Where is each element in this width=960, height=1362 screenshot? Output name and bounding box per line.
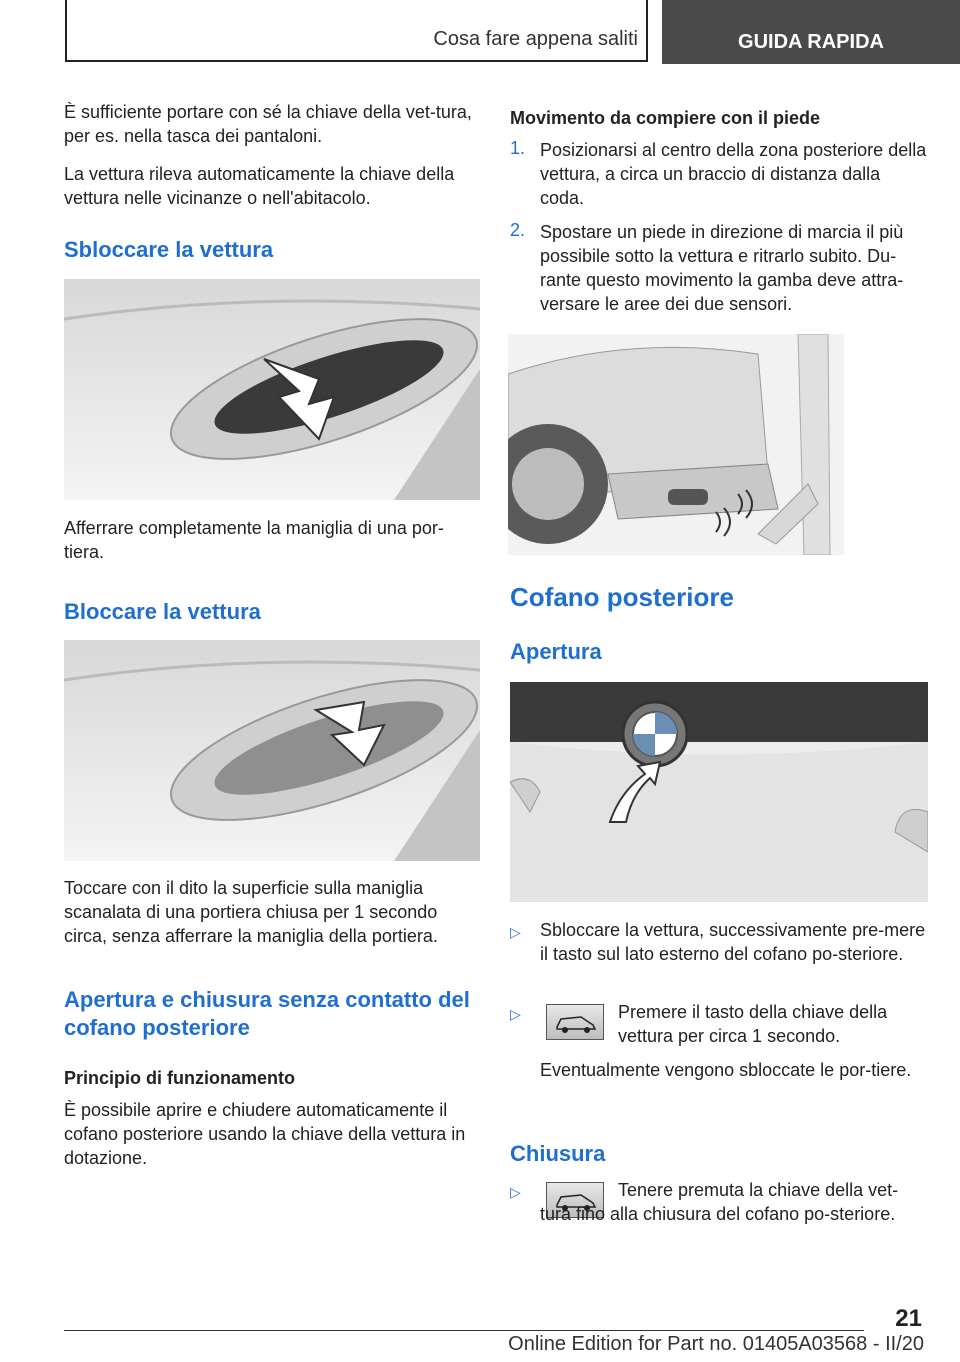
step-item-1 [510,138,928,210]
footer-divider [64,1330,864,1331]
opening-note: Eventualmente vengono sbloccate le por-tiere. [540,1060,912,1080]
lock-heading: Bloccare la vettura [64,599,261,624]
lock-instruction: Toccare con il dito la superficie sulla maniglia scanalata di una portiera chiusa per 1 secondo circa, senza afferrare la maniglia della portiera. [64,878,438,946]
principle-paragraph: È possibile aprire e chiudere automaticamente il cofano posteriore usando la chiave della vettura in dotazione. [64,1100,466,1168]
bullet-triangle-icon: ▷ [510,924,521,940]
unlock-heading: Sbloccare la vettura [64,237,274,262]
unlock-instruction: Afferrare completamente la maniglia di una por-tiera. [64,518,444,562]
step-text: Posizionarsi al centro della zona posteriore della vettura, a circa un braccio di distanza dalla coda. [540,140,927,208]
principle-heading: Principio di funzionamento [64,1068,295,1088]
step-text: Spostare un piede in direzione di marcia il più possibile sotto la vettura e ritrarlo subito. Du-rante questo movimento la gamba deve attra-versare le aree dei due sensori. [540,222,904,314]
tailgate-heading: Cofano posteriore [510,582,734,612]
header-chapter-tab: GUIDA RAPIDA [662,0,960,64]
door-handle-lock-illustration [64,640,480,861]
closing-heading: Chiusura [510,1141,606,1166]
bullet-triangle-icon: ▷ [510,1006,521,1022]
footer-edition: Online Edition for Part no. 01405A03568 - II/20 [508,1333,924,1355]
page-number: 21 [895,1305,922,1332]
foot-movement-heading: Movimento da compiere con il piede [510,108,821,128]
door-handle-unlock-illustration [64,279,480,500]
contactless-heading: Apertura e chiusura senza contatto del cofano posteriore [64,987,470,1040]
foot-gesture-illustration [508,334,844,555]
key-tailgate-button-icon [546,1004,604,1040]
step-number: 2. [510,220,526,240]
opening-heading: Apertura [510,639,602,664]
step-number: 1. [510,138,526,158]
bullet-triangle-icon: ▷ [510,1184,521,1200]
intro-paragraph-1: È sufficiente portare con sé la chiave della vet-tura, per es. nella tasca dei pantaloni. [64,102,472,146]
opening-bullet-1: Sbloccare la vettura, successivamente pre-mere il tasto sul lato esterno del cofano po-steriore. [540,920,926,964]
tailgate-button-illustration [510,682,928,902]
closing-bullet: Tenere premuta la chiave della vet-tura fino alla chiusura del cofano po-steriore. [540,1180,899,1224]
step-item-2 [510,220,928,316]
opening-bullet-2: Premere il tasto della chiave della vettura per circa 1 secondo. [618,1002,888,1046]
header-section-title: Cosa fare appena saliti [433,28,638,50]
intro-paragraph-2: La vettura rileva automaticamente la chiave della vettura nelle vicinanze o nell'abitacolo. [64,164,455,208]
